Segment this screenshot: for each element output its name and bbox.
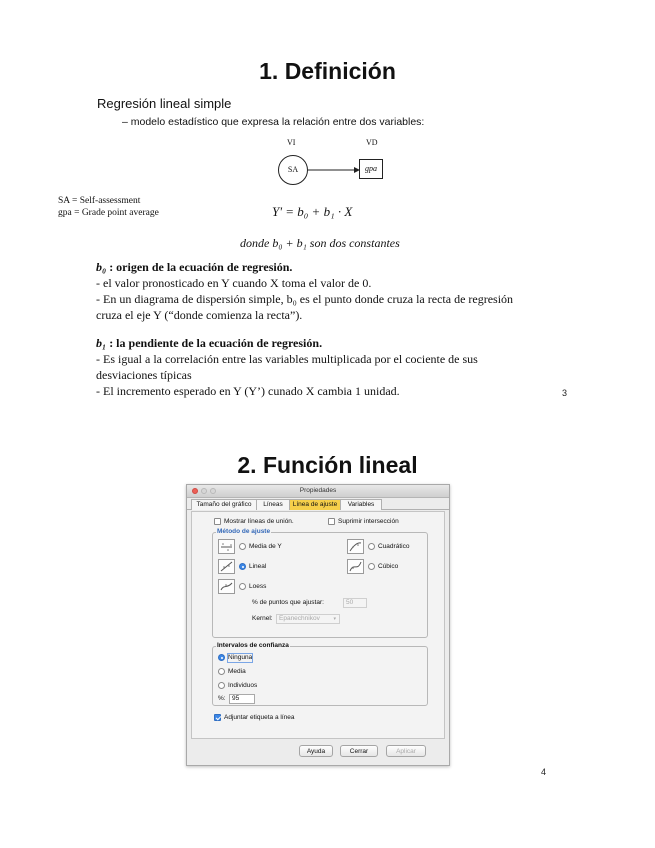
points-to-fit-input[interactable]: 50 (343, 598, 367, 608)
suppress-intercept-label: Suprimir intersección (338, 518, 399, 525)
b0-line-3: cruza el eje Y (“donde comienza la recta”). (96, 308, 303, 322)
ci-percent-label: %: (218, 695, 226, 702)
slide1-title: 1. Definición (259, 58, 396, 84)
ci-none-radio[interactable] (218, 654, 225, 661)
quadratic-radio[interactable] (368, 543, 375, 550)
vd-label: VD (366, 138, 378, 147)
dialog-titlebar (187, 485, 449, 498)
ci-mean-label: Media (228, 668, 246, 675)
suppress-intercept-checkbox[interactable] (328, 518, 335, 525)
b1-heading (96, 335, 322, 351)
legend-gpa: gpa = Grade point average (58, 208, 159, 218)
b0-line-2: - En un diagrama de dispersión simple, b₀ es el punto donde cruza la recta de regresión (96, 292, 514, 306)
path-arrow (308, 165, 360, 175)
linear-radio[interactable] (239, 563, 246, 570)
b0-heading (96, 259, 292, 275)
linear-fit-icon (218, 559, 235, 574)
regression-equation: Y' = b₀ + b₁ · X (272, 204, 353, 219)
page-number-3: 3 (562, 388, 568, 398)
slide1-subtitle: Regresión lineal simple (97, 96, 232, 111)
gpa-node (359, 159, 383, 179)
tab-lines[interactable]: Líneas (256, 499, 290, 510)
mean-y-radio[interactable] (239, 543, 246, 550)
sa-node-label: SA (287, 165, 299, 174)
loess-label: Loess (249, 583, 267, 590)
vi-label: VI (287, 138, 296, 147)
ci-individual-label: Individuos (228, 682, 258, 689)
legend-sa: SA = Self-assessment (58, 196, 141, 206)
dialog-title: Propiedades (299, 487, 337, 494)
ci-percent-input[interactable]: 95 (229, 694, 255, 704)
tab-variables[interactable]: Variables (340, 499, 382, 510)
quadratic-fit-icon (347, 539, 364, 554)
b1-line-1: - Es igual a la correlación entre las variables multiplicada por el cociente de sus (96, 352, 478, 366)
constants-note: donde b₀ + b₁ son dos constantes (240, 236, 400, 250)
show-lines-checkbox[interactable] (214, 518, 221, 525)
sa-node (278, 155, 308, 185)
quadratic-label: Cuadrático (378, 543, 410, 550)
slide2-title: 2. Función lineal (237, 452, 418, 478)
cubic-fit-icon (347, 559, 364, 574)
b0-line-1: - el valor pronosticado en Y cuando X toma el valor de 0. (96, 276, 372, 290)
b1-heading-text: : la pendiente de la ecuación de regresión. (106, 336, 323, 350)
fit-method-title: Método de ajuste (217, 528, 271, 535)
apply-button[interactable]: Aplicar (386, 745, 426, 757)
loess-fit-icon (218, 579, 235, 594)
cubic-radio[interactable] (368, 563, 375, 570)
ci-individual-radio[interactable] (218, 682, 225, 689)
b1-symbol: b₁ (96, 336, 107, 350)
tab-fit-line[interactable]: Línea de ajuste (289, 499, 341, 510)
b0-heading-text: : origen de la ecuación de regresión. (106, 260, 293, 274)
linear-label: Lineal (249, 563, 267, 570)
b0-symbol: b₀ (96, 260, 107, 274)
b1-line-2: desviaciones típicas (96, 368, 192, 382)
mean-fit-icon (218, 539, 235, 554)
loess-radio[interactable] (239, 583, 246, 590)
kernel-select-value: Epanechnikov (279, 615, 320, 622)
chevron-down-icon: ▾ (333, 616, 336, 622)
b1-line-3: - El incremento esperado en Y (Y’) cunado X cambia 1 unidad. (96, 384, 400, 398)
kernel-label: Kernel: (252, 615, 273, 622)
help-button[interactable]: Ayuda (299, 745, 333, 757)
cubic-label: Cúbico (378, 563, 399, 570)
tab-bar (187, 498, 449, 510)
points-to-fit-label: % de puntos que ajustar: (252, 599, 324, 606)
tab-chart-size[interactable]: Tamaño del gráfico (191, 499, 257, 510)
ci-none-label: Ninguna (228, 654, 253, 661)
page-number-4: 4 (541, 767, 547, 777)
slide1-bullet: – modelo estadístico que expresa la relación entre dos variables: (122, 116, 425, 128)
kernel-select[interactable] (276, 614, 340, 624)
mean-y-label: Media de Y (249, 543, 282, 550)
ci-mean-radio[interactable] (218, 668, 225, 675)
fit-line-panel (191, 511, 445, 739)
show-lines-label: Mostrar líneas de unión. (224, 518, 294, 525)
properties-dialog (186, 484, 450, 766)
gpa-node-label: gpa (365, 164, 377, 173)
attach-label-checkbox[interactable] (214, 714, 221, 721)
confidence-title: Intervalos de confianza (217, 642, 289, 649)
attach-label-text: Adjuntar etiqueta a línea (224, 714, 295, 721)
close-button[interactable]: Cerrar (340, 745, 378, 757)
